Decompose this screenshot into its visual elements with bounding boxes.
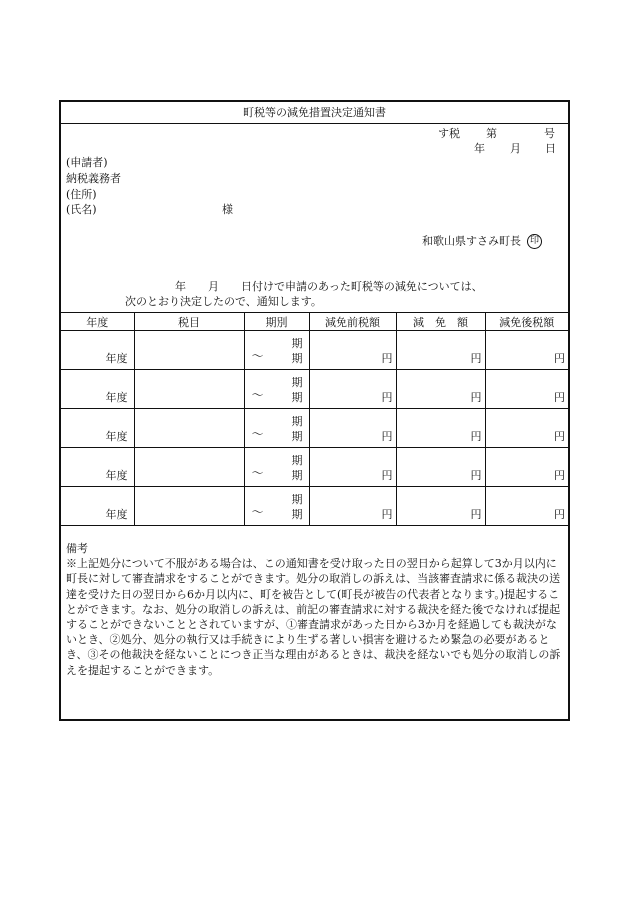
- amount-before-cell: 円: [309, 331, 396, 370]
- intro-line-1: 年 月 日付けで申請のあった町税等の減免については、: [175, 280, 483, 293]
- ref-go: 号: [544, 127, 555, 140]
- remarks-text: ※上記処分について不服がある場合は、この通知書を受け取った日の翌日から起算して3か月以内に町長に対して審査請求をすることができます。処分の取消しの訴えは、当該審査請求に係る裁決の送達を受けた日の翌日から6か月以内に、町を被告として(町長が被告の代表者となります。)提起することができます。なお、処分の取消しの訴えは、前記の審査請求に対する裁決を経た後でなければ提起することができないこととされていますが、①審査請求があった日から3か月を経過しても裁決がないとき、②処分、処分の執行又は手続きにより生ずる著しい損害を避けるため緊急の必要があるとき、③その他裁決を経ないことにつき正当な理由があるときは、裁決を経ないでも処分の取消しの訴えを提起することができます。: [66, 557, 561, 677]
- amount-before-cell: 円: [309, 487, 396, 526]
- amount-after-cell: 円: [485, 448, 568, 487]
- table-row: [61, 487, 568, 526]
- year-cell: 年度: [61, 331, 134, 370]
- notice-form: [59, 100, 570, 721]
- header-reduction-amount: 減 免 額: [396, 313, 485, 331]
- header-period: 期別: [244, 313, 309, 331]
- remarks-heading: 備考: [66, 542, 88, 555]
- reduction-amount-cell: 円: [396, 409, 485, 448]
- header-tax-item: 税目: [134, 313, 244, 331]
- issuer-name: 和歌山県すさみ町長: [422, 234, 521, 248]
- period-cell: 期 ～ 期: [244, 448, 309, 487]
- reduction-amount-cell: 円: [396, 487, 485, 526]
- honorific: 様: [222, 203, 233, 216]
- year-cell: 年度: [61, 370, 134, 409]
- period-cell: 期 ～ 期: [244, 370, 309, 409]
- ref-prefix: す税: [438, 127, 460, 140]
- table-row: [61, 448, 568, 487]
- header-amount-before: 減免前税額: [309, 313, 396, 331]
- tax-cell: [134, 448, 244, 487]
- reduction-amount-cell: 円: [396, 331, 485, 370]
- tax-cell: [134, 331, 244, 370]
- table-row: [61, 331, 568, 370]
- amount-before-cell: 円: [309, 448, 396, 487]
- applicant-heading: (申請者): [66, 156, 108, 169]
- amount-after-cell: 円: [485, 487, 568, 526]
- issuer-line: [422, 234, 542, 249]
- seal-mark: 印: [527, 234, 542, 249]
- reduction-amount-cell: 円: [396, 448, 485, 487]
- amount-after-cell: 円: [485, 331, 568, 370]
- amount-after-cell: 円: [485, 370, 568, 409]
- amount-before-cell: 円: [309, 409, 396, 448]
- header-amount-after: 減免後税額: [485, 313, 568, 331]
- ref-dai: 第: [486, 127, 497, 140]
- period-cell: 期 ～ 期: [244, 409, 309, 448]
- period-cell: 期 ～ 期: [244, 487, 309, 526]
- tax-cell: [134, 487, 244, 526]
- intro-line-2: 次のとおり決定したので、通知します。: [125, 295, 322, 308]
- table-row: [61, 409, 568, 448]
- year-cell: 年度: [61, 448, 134, 487]
- amount-after-cell: 円: [485, 409, 568, 448]
- table-row: [61, 370, 568, 409]
- period-cell: 期 ～ 期: [244, 331, 309, 370]
- name-label: (氏名): [66, 203, 97, 216]
- year-cell: 年度: [61, 409, 134, 448]
- tax-reduction-table: [61, 312, 568, 526]
- table-header-row: [61, 313, 568, 331]
- tax-cell: [134, 370, 244, 409]
- header-year: 年度: [61, 313, 134, 331]
- taxpayer-label: 納税義務者: [66, 172, 121, 185]
- tax-cell: [134, 409, 244, 448]
- date-year: 年: [474, 142, 485, 155]
- remarks-section: [66, 541, 563, 678]
- reduction-amount-cell: 円: [396, 370, 485, 409]
- date-day: 日: [545, 142, 556, 155]
- document-title: 町税等の減免措置決定通知書: [61, 102, 568, 124]
- date-month: 月: [510, 142, 521, 155]
- amount-before-cell: 円: [309, 370, 396, 409]
- year-cell: 年度: [61, 487, 134, 526]
- address-label: (住所): [66, 188, 97, 201]
